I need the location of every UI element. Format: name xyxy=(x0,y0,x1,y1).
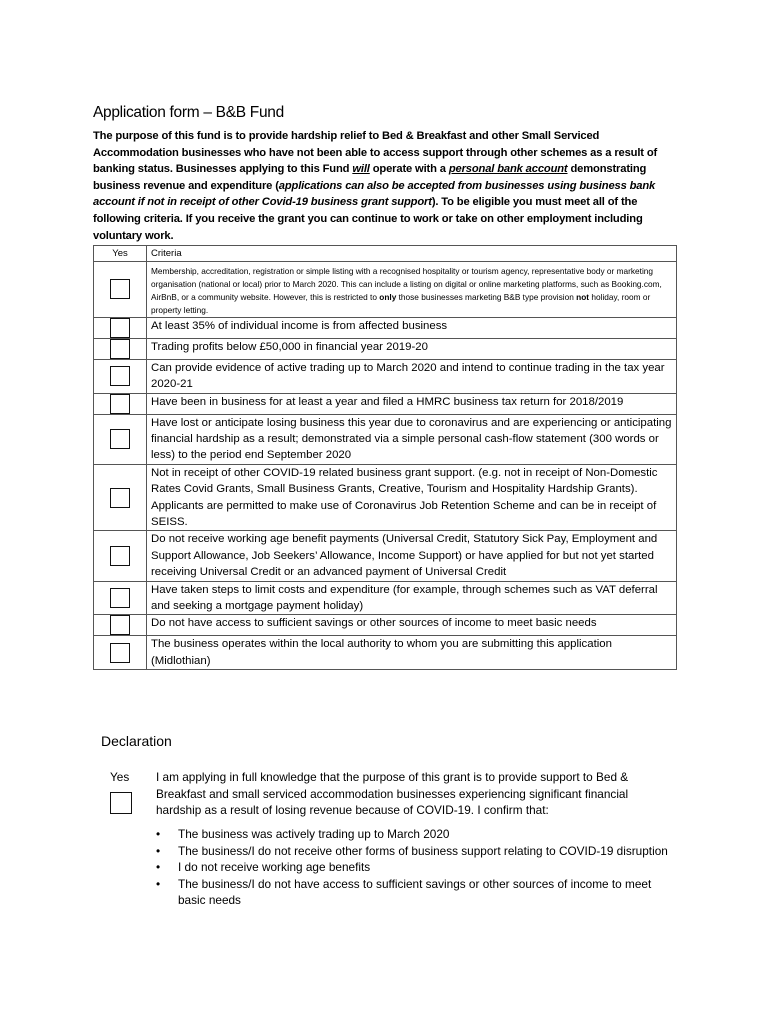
intro-text-4: ). To be eligible you must meet all of the following criteria. If you receive the grant you can continue to work or take on other employment including voluntary work. xyxy=(93,196,643,242)
criteria-checkbox[interactable] xyxy=(110,279,130,299)
criteria-text: Have taken steps to limit costs and expenditure (for example, through schemes such as VAT deferral and seeking a mortgage payment holiday) xyxy=(147,581,677,615)
criteria-row xyxy=(94,359,677,393)
header-yes: Yes xyxy=(94,246,147,262)
declaration-text: I am applying in full knowledge that the purpose of this grant is to provide support to Bed & Breakfast and small serviced accommodation businesses experiencing significant financial hardship as a result of losing revenue because of COVID-19. I confirm that: xyxy=(156,770,629,818)
header-criteria: Criteria xyxy=(147,246,677,262)
list-item: • I do not receive working age benefits xyxy=(156,860,371,875)
criteria-checkbox[interactable] xyxy=(110,366,130,386)
bullet-icon: • xyxy=(156,843,161,858)
criteria-row xyxy=(94,464,677,531)
criteria-text: Do not have access to sufficient savings or other sources of income to meet basic needs xyxy=(147,615,677,636)
declaration-checkbox[interactable] xyxy=(110,792,132,814)
criteria-row xyxy=(94,636,677,670)
declaration-heading: Declaration xyxy=(101,733,172,749)
intro-personal-bank-account: personal bank account xyxy=(448,163,568,176)
criteria-checkbox[interactable] xyxy=(110,643,130,663)
criteria-checkbox[interactable] xyxy=(110,615,130,635)
criteria-checkbox[interactable] xyxy=(110,394,130,414)
page-title: Application form – B&B Fund xyxy=(93,104,284,121)
criteria-checkbox[interactable] xyxy=(110,488,130,508)
criteria-row xyxy=(94,317,677,338)
criteria-table xyxy=(93,245,677,670)
criteria-row xyxy=(94,393,677,414)
criteria-text: The business operates within the local authority to whom you are submitting this application (Midlothian) xyxy=(147,636,677,670)
criteria-text: Can provide evidence of active trading up to March 2020 and intend to continue trading in the tax year 2020-21 xyxy=(147,359,677,393)
list-item: • The business was actively trading up to March 2020 xyxy=(156,827,450,841)
intro-text-3: demonstrating business revenue and expenditure ( xyxy=(93,163,647,192)
intro-text-1: The purpose of this fund is to provide hardship relief to Bed & Breakfast and other Small Serviced Accommodation businesses who have not been able to access support through other schemes as a result of banking status. Businesses applying to this Fund xyxy=(93,130,658,176)
criteria-row xyxy=(94,615,677,636)
criteria-checkbox[interactable] xyxy=(110,318,130,338)
criteria-checkbox[interactable] xyxy=(110,339,130,359)
list-item: • The business/I do not receive other forms of business support relating to COVID-19 disruption xyxy=(156,843,668,858)
intro-text-2: operate with a xyxy=(369,163,449,176)
application-form xyxy=(93,104,677,670)
criteria-row xyxy=(94,338,677,359)
declaration-list xyxy=(156,826,676,909)
criteria-checkbox[interactable] xyxy=(110,588,130,608)
criteria-row xyxy=(94,414,677,464)
list-item: • The business/I do not have access to sufficient savings or other sources of income to meet basic needs xyxy=(156,876,652,908)
criteria-row xyxy=(94,581,677,615)
bullet-icon: • xyxy=(156,876,161,891)
criteria-row xyxy=(94,531,677,581)
criteria-text: Have lost or anticipate losing business this year due to coronavirus and are experiencing or anticipating financial hardship as a result; demonstrated via a simple personal cash-flow statement (300 words or less) to the period end September 2020 xyxy=(147,414,677,464)
criteria-text: Do not receive working age benefit payments (Universal Credit, Statutory Sick Pay, Employment and Support Allowance, Job Seekers’ Allowance, Income Support) or have applied for but not yet started receiving Universal Credit or an advanced payment of Universal Credit xyxy=(147,531,677,581)
bullet-icon: • xyxy=(156,860,161,875)
criteria-checkbox[interactable] xyxy=(110,546,130,566)
criteria-checkbox[interactable] xyxy=(110,429,130,449)
intro-italic-note: applications can also be accepted from businesses using business bank account if not in receipt of other Covid-19 business grant support xyxy=(93,179,656,209)
intro-will: will xyxy=(352,163,370,176)
criteria-text: At least 35% of individual income is from affected business xyxy=(147,317,677,338)
criteria-text: Have been in business for at least a year and filed a HMRC business tax return for 2018/2019 xyxy=(147,393,677,414)
criteria-header-row xyxy=(94,246,677,262)
intro-paragraph xyxy=(93,128,677,244)
criteria-row xyxy=(94,262,677,318)
bullet-icon: • xyxy=(156,827,161,841)
criteria-text: Membership, accreditation, registration or simple listing with a recognised hospitality or tourism agency, representative body or marketing organisation (national or local) prior to March 2020. This can include a listing on digital or online marketing platforms, such as Booking.com, AirBnB, or a community website. However, this is restricted to only those businesses marketing B&B type provision not holiday, room or property letting. xyxy=(147,262,677,318)
declaration-yes-label: Yes xyxy=(110,770,130,784)
criteria-text: Trading profits below £50,000 in financial year 2019-20 xyxy=(147,338,677,359)
criteria-text: Not in receipt of other COVID-19 related business grant support. (e.g. not in receipt of Non-Domestic Rates Covid Grants, Small Business Grants, Creative, Tourism and Hospitality Hardship Grants). Applicants are permitted to make use of Coronavirus Job Retention Scheme and can be in receipt of SEISS. xyxy=(147,464,677,531)
